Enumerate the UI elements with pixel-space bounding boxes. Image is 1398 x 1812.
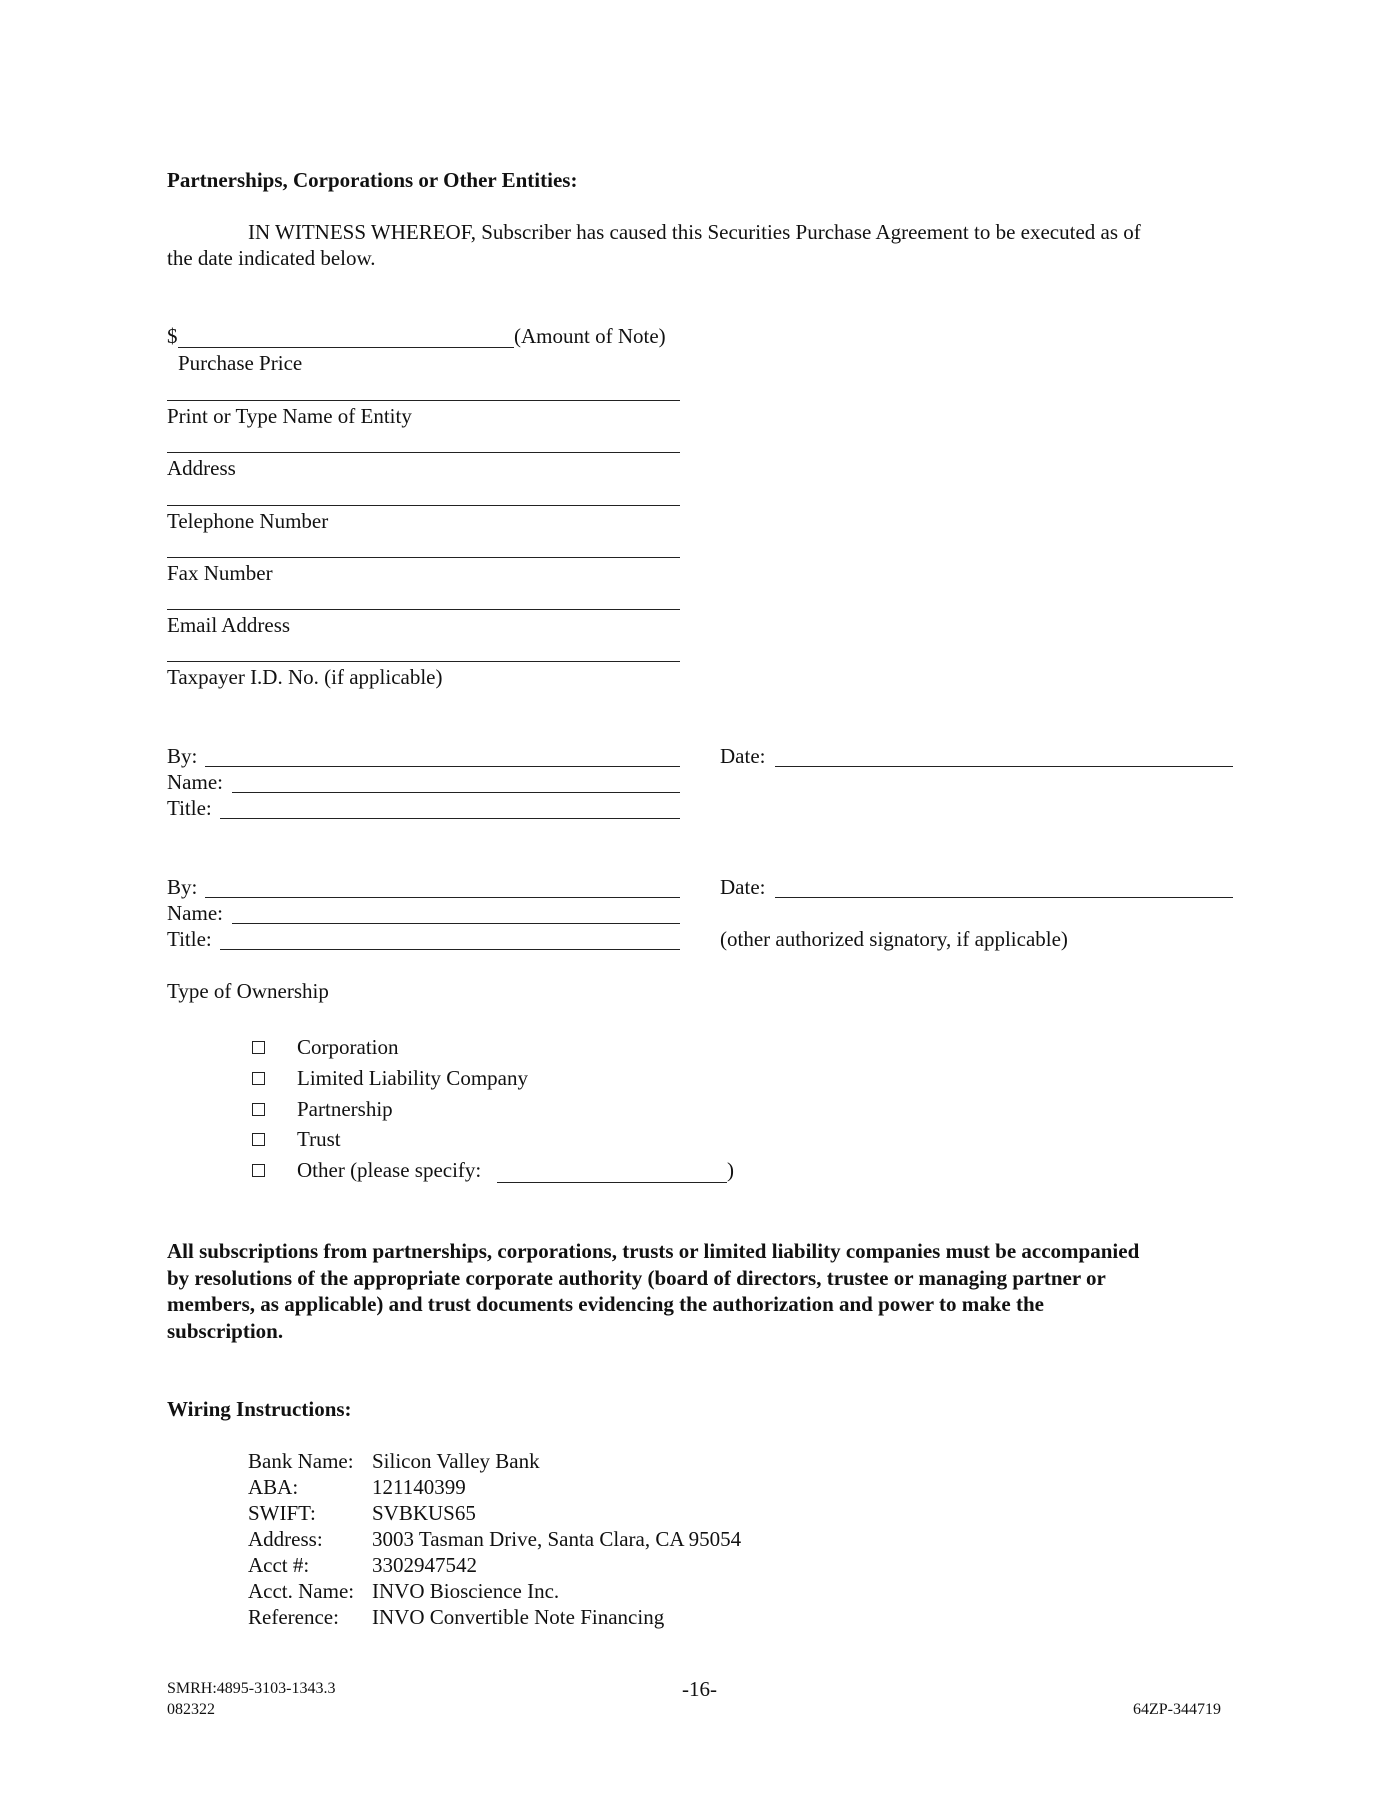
corporation-option: Corporation [297, 1035, 399, 1059]
name-label-1: Name: [167, 770, 223, 794]
other-checkbox[interactable] [252, 1164, 265, 1177]
by-label-1: By: [167, 744, 198, 768]
partnership-option: Partnership [297, 1097, 393, 1121]
telephone-label: Telephone Number [167, 509, 329, 533]
ownership-label: Type of Ownership [167, 979, 329, 1003]
footer-date-code: 082322 [167, 1701, 215, 1718]
email-line[interactable] [167, 609, 680, 610]
account-name-label: Acct. Name: [248, 1579, 355, 1603]
section-heading: Partnerships, Corporations or Other Entities: [167, 168, 578, 192]
amount-of-note-label: (Amount of Note) [514, 324, 666, 348]
by-line-2[interactable] [205, 897, 680, 898]
footer-doc-id: SMRH:4895-3103-1343.3 [167, 1680, 336, 1697]
other-close-paren: ) [727, 1158, 734, 1182]
reference-value: INVO Convertible Note Financing [372, 1605, 665, 1629]
bank-name-label: Bank Name: [248, 1449, 354, 1473]
address-line[interactable] [167, 452, 680, 453]
date-label-1: Date: [720, 744, 766, 768]
account-number-value: 3302947542 [372, 1553, 477, 1577]
title-label-2: Title: [167, 927, 212, 951]
account-name-value: INVO Bioscience Inc. [372, 1579, 560, 1603]
by-line-1[interactable] [205, 766, 680, 767]
reference-label: Reference: [248, 1605, 339, 1629]
trust-checkbox[interactable] [252, 1133, 265, 1146]
date-line-2[interactable] [775, 897, 1233, 898]
witness-line-1: IN WITNESS WHEREOF, Subscriber has caused this Securities Purchase Agreement to be executed as of [248, 220, 1141, 244]
name-label-2: Name: [167, 901, 223, 925]
wiring-heading: Wiring Instructions: [167, 1397, 352, 1421]
taxpayer-id-line[interactable] [167, 661, 680, 662]
name-line-1[interactable] [232, 792, 680, 793]
title-line-1[interactable] [220, 818, 680, 819]
page-number: -16- [682, 1677, 717, 1701]
notice-line-4: subscription. [167, 1319, 284, 1343]
aba-label: ABA: [248, 1475, 299, 1499]
account-number-label: Acct #: [248, 1553, 310, 1577]
dollar-sign: $ [167, 324, 178, 348]
swift-label: SWIFT: [248, 1501, 316, 1525]
witness-line-2: the date indicated below. [167, 246, 376, 270]
bank-address-value: 3003 Tasman Drive, Santa Clara, CA 95054 [372, 1527, 742, 1551]
llc-checkbox[interactable] [252, 1072, 265, 1085]
by-label-2: By: [167, 875, 198, 899]
fax-label: Fax Number [167, 561, 273, 585]
corporation-checkbox[interactable] [252, 1041, 265, 1054]
footer-right-code: 64ZP-344719 [1133, 1701, 1221, 1718]
trust-option: Trust [297, 1127, 341, 1151]
date-line-1[interactable] [775, 766, 1233, 767]
telephone-line[interactable] [167, 505, 680, 506]
taxpayer-id-label: Taxpayer I.D. No. (if applicable) [167, 665, 443, 689]
address-label: Address [167, 456, 236, 480]
entity-name-line[interactable] [167, 400, 680, 401]
llc-option: Limited Liability Company [297, 1066, 528, 1090]
other-specify-line[interactable] [497, 1182, 727, 1183]
other-signatory-note: (other authorized signatory, if applicable) [720, 927, 1068, 951]
title-line-2[interactable] [220, 949, 680, 950]
amount-of-note-line[interactable] [178, 347, 514, 348]
bank-address-label: Address: [248, 1527, 323, 1551]
purchase-price-label: Purchase Price [178, 351, 303, 375]
date-label-2: Date: [720, 875, 766, 899]
aba-value: 121140399 [372, 1475, 466, 1499]
notice-line-1: All subscriptions from partnerships, corporations, trusts or limited liability companies must be accompanied [167, 1239, 1140, 1263]
notice-line-2: by resolutions of the appropriate corporate authority (board of directors, trustee or managing partner or [167, 1266, 1106, 1290]
other-option: Other (please specify: [297, 1158, 482, 1182]
email-label: Email Address [167, 613, 291, 637]
name-line-2[interactable] [232, 923, 680, 924]
notice-line-3: members, as applicable) and trust documents evidencing the authorization and power to make the [167, 1292, 1044, 1316]
partnership-checkbox[interactable] [252, 1103, 265, 1116]
entity-name-label: Print or Type Name of Entity [167, 404, 412, 428]
fax-line[interactable] [167, 557, 680, 558]
swift-value: SVBKUS65 [372, 1501, 476, 1525]
bank-name-value: Silicon Valley Bank [372, 1449, 540, 1473]
title-label-1: Title: [167, 796, 212, 820]
